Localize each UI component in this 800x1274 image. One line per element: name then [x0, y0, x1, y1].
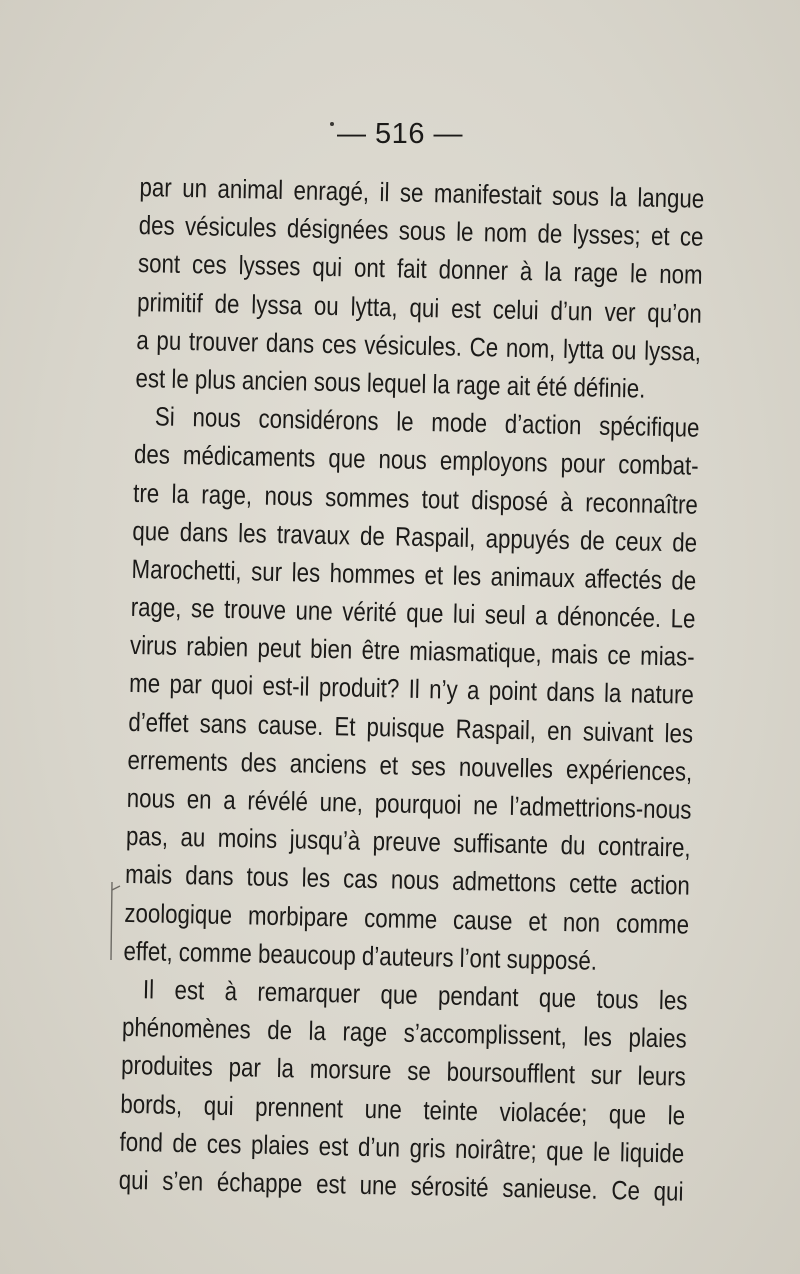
text-line: mais dans tous les cas nous admettons cette action [124, 859, 691, 902]
margin-pencil-mark [100, 880, 122, 962]
body-text [118, 168, 704, 1211]
text-line: virus rabien peut bien être miasmatique, mais ce mias- [129, 630, 695, 672]
text-line: Il est à remarquer que pendant que tous les [142, 974, 688, 1016]
text-line: me par quoi est-il produit? Il n’y a point dans la nature [128, 668, 695, 711]
text-line: pas, au moins jusqu’à preuve suffisante du contraire, [125, 821, 691, 863]
text-line: effet, comme beaucoup d’auteurs l’ont supposé. [123, 935, 598, 976]
text-line: bords, qui prennent une teinte violacée; que le [120, 1088, 686, 1131]
page-number: — 516 — [337, 118, 463, 150]
text-line: qui s’en échappe est une sérosité sanieuse. Ce qui [118, 1164, 684, 1207]
text-line: phénomènes de la rage s’accomplissent, les plaies [121, 1011, 687, 1054]
text-line: par un animal enragé, il se manifestait sous la langue [139, 171, 705, 214]
text-line: errements des anciens et ses nouvelles expériences, [127, 744, 693, 787]
text-line: sont ces lysses qui ont fait donner à la rage le nom [137, 248, 703, 291]
text-line: produites par la morsure se boursoufflent sur leurs [120, 1050, 687, 1092]
text-line: zoologique morbipare comme cause et non comme [124, 897, 690, 940]
text-line: est le plus ancien sous lequel la rage ait été définie. [135, 362, 646, 404]
text-line: Marochetti, sur les hommes et les animaux affectés de [131, 553, 697, 596]
text-line: d’effet sans cause. Et puisque Raspail, en suivant les [128, 706, 694, 749]
text-line: tre la rage, nous sommes tout disposé à reconnaître [132, 477, 699, 520]
text-line: rage, se trouve une vérité que lui seul a dénoncée. Le [130, 591, 696, 634]
text-line: nous en a révélé une, pourquoi ne l’admettrions-nous [126, 782, 692, 825]
text-line: primitif de lyssa ou lytta, qui est celui d’un ver qu’on [136, 286, 703, 329]
text-line: Si nous considérons le mode d’action spécifique [154, 401, 700, 443]
text-line: des médicaments que nous employons pour combat- [133, 439, 699, 482]
text-line: a pu trouver dans ces vésicules. Ce nom, lytta ou lyssa, [136, 324, 702, 367]
text-line: des vésicules désignées sous le nom de lysses; et ce [138, 210, 704, 252]
text-line: que dans les travaux de Raspail, appuyés de ceux de [132, 515, 698, 558]
text-line: fond de ces plaies est d’un gris noirâtre; que le liquide [119, 1126, 685, 1169]
